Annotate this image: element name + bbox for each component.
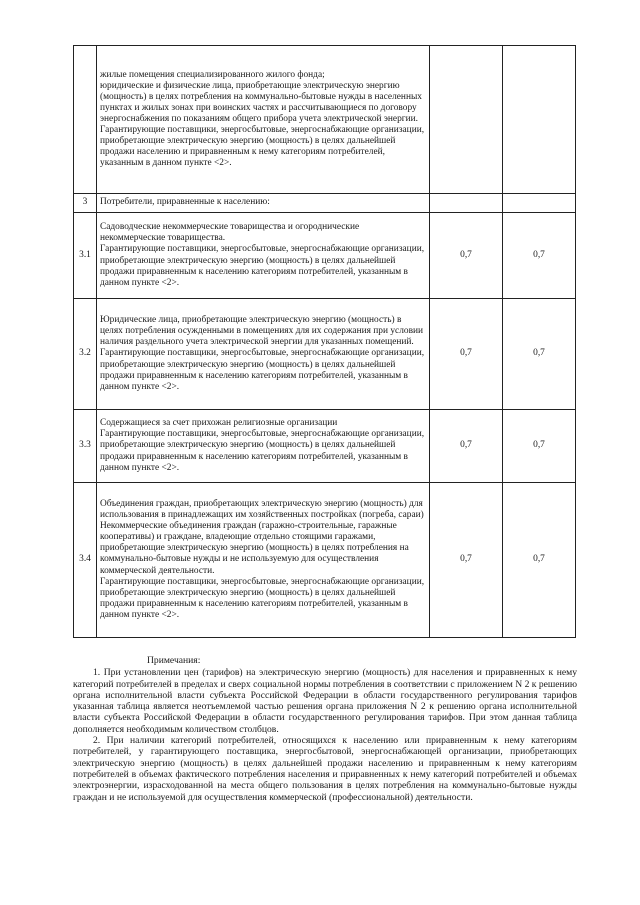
- row-number: 3.4: [74, 483, 97, 638]
- row-description: Юридические лица, приобретающие электрическую энергию (мощность) в целях потребления осужденными в помещениях для их содержания при условии наличия раздельного учета электрической энергии для указанных помещений. Гарантирующие поставщики, энергосбытовые, энергоснабжающие организации, приобретающие электрическую энергию (мощность) в целях дальнейшей продажи приравненным к населению категориям потребителей, указанным в данном пункте <2>.: [97, 299, 430, 410]
- row-description: жилые помещения специализированного жилого фонда; юридические и физические лица, приобретающие электрическую энергию (мощность) в целях потребления на коммунально-бытовые нужды в населенных пунктах и жилых зонах при воинских частях и рассчитывающиеся по договору энергоснабжения по показаниям общего прибора учета электрической энергии. Гарантирующие поставщики, энергосбытовые, энергоснабжающие организации, приобретающие электрическую энергию (мощность) в целях дальнейшей продажи населению и приравненным к нему категориям потребителей, указанным в данном пункте <2>.: [97, 46, 430, 194]
- notes-heading: Примечания:: [147, 655, 201, 666]
- row-description: Потребители, приравненные к населению:: [97, 194, 430, 213]
- row-value-1: [430, 194, 503, 213]
- row-value-1: 0,7: [430, 410, 503, 483]
- tariff-table: [73, 45, 576, 638]
- table-row: [74, 213, 576, 299]
- row-value-1: 0,7: [430, 213, 503, 299]
- row-number: 3: [74, 194, 97, 213]
- row-value-2: 0,7: [503, 213, 576, 299]
- row-value-1: 0,7: [430, 299, 503, 410]
- note-2: 2. При наличии категорий потребителей, относящихся к населению или приравненным к нему категориям потребителей, у гарантирующего поставщика, энергосбытовой, энергоснабжающей организации, приобретающих электрическую энергию (мощность) в целях дальнейшей продажи населению и приравненным к нему категориям потребителей в объемах фактического потребления населения и приравненных к нему категорий потребителей и объемах электроэнергии, израсходованной на места общего пользования в целях потребления на коммунально-бытовые нужды граждан и не используемой для осуществления коммерческой (профессиональной) деятельности.: [73, 735, 577, 803]
- row-description: Объединения граждан, приобретающих электрическую энергию (мощность) для использования в принадлежащих им хозяйственных постройках (погреба, сараи) Некоммерческие объединения граждан (гаражно-строительные, гаражные кооперативы) и граждане, владеющие отдельно стоящими гаражами, приобретающие электрическую энергию (мощность) в целях потребления на коммунально-бытовые нужды и не используемую для осуществления коммерческой деятельности. Гарантирующие поставщики, энергосбытовые, энергоснабжающие организации, приобретающие электрическую энергию (мощность) в целях дальнейшей продажи приравненным к населению категориям потребителей, указанным в данном пункте <2>.: [97, 483, 430, 638]
- row-number: 3.3: [74, 410, 97, 483]
- table-row: [74, 410, 576, 483]
- row-value-2: 0,7: [503, 299, 576, 410]
- table-row: [74, 194, 576, 213]
- row-description: Содержащиеся за счет прихожан религиозные организации Гарантирующие поставщики, энергосбытовые, энергоснабжающие организации, приобретающие электрическую энергию (мощность) в целях дальнейшей продажи приравненным к населению категориям потребителей, указанным в данном пункте <2>.: [97, 410, 430, 483]
- table-row: [74, 46, 576, 194]
- table-row: [74, 299, 576, 410]
- note-1: 1. При установлении цен (тарифов) на электрическую энергию (мощность) для населения и приравненных к нему категорий потребителей в пределах и сверх социальной нормы потребления в соответствии с приложением N 2 к решению органа исполнительной власти субъекта Российской Федерации в области государственного регулирования тарифов указанная таблица является неотъемлемой частью решения органа приложения N 2 к решению органа исполнительной власти субъекта Российской Федерации в области государственного регулирования тарифов. При этом данная таблица дополняется необходимым количеством столбцов.: [73, 667, 577, 735]
- row-number: 3.2: [74, 299, 97, 410]
- row-number: 3.1: [74, 213, 97, 299]
- row-value-2: 0,7: [503, 410, 576, 483]
- row-number: [74, 46, 97, 194]
- row-value-1: [430, 46, 503, 194]
- table-row: [74, 483, 576, 638]
- notes-section: [73, 655, 577, 803]
- row-description: Садоводческие некоммерческие товарищества и огороднические некоммерческие товарищества. Гарантирующие поставщики, энергосбытовые, энергоснабжающие организации, приобретающие электрическую энергию (мощность) в целях дальнейшей продажи приравненным к населению категориям потребителей, указанным в данном пункте <2>.: [97, 213, 430, 299]
- row-value-1: 0,7: [430, 483, 503, 638]
- row-value-2: [503, 194, 576, 213]
- row-value-2: [503, 46, 576, 194]
- row-value-2: 0,7: [503, 483, 576, 638]
